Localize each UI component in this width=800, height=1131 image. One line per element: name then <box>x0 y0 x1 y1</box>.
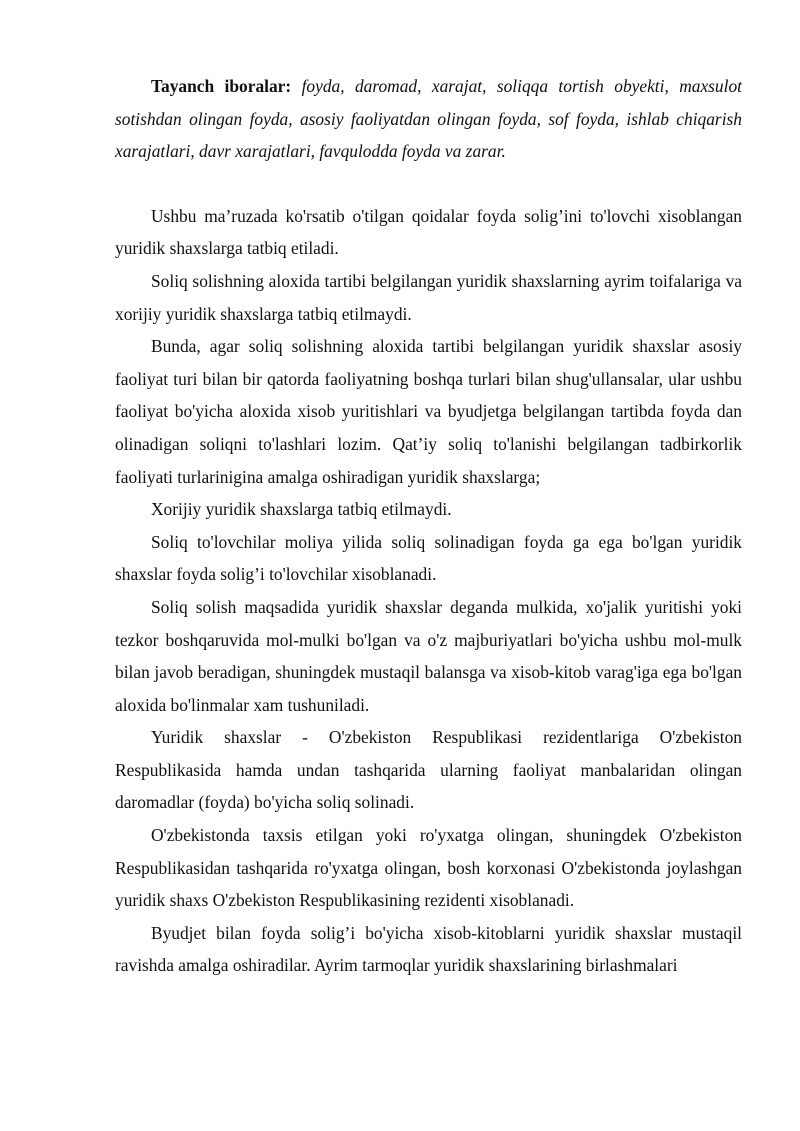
body-paragraph: Xorijiy yuridik shaxslarga tatbiq etilmaydi. <box>151 499 452 520</box>
keywords-lead: Tayanch iboralar: <box>151 76 292 96</box>
document-page <box>115 70 742 982</box>
body-paragraph: Yuridik shaxslar - O'zbekiston Respublikasi rezidentlariga O'zbekiston Respublikasida hamda undan tashqarida ularning faoliyat manbalaridan olingan daromadlar (foyda) bo'yicha soliq solinadi. <box>115 727 742 813</box>
body-paragraph: Bunda, agar soliq solishning aloxida tartibi belgilangan yuridik shaxslar asosiy faoliyat turi bilan bir qatorda faoliyatning boshqa turlari bilan shug'ullansalar, ular ushbu faoliyat bo'yicha aloxida xisob yuritishlari va byudjetga belgilangan tartibda foyda dan olinadigan soliqni to'lashlari lozim. Qat’iy soliq to'lanishi belgilangan tadbirkorlik faoliyati turlarinigina amalga oshiradigan yuridik shaxslarga; <box>115 336 742 487</box>
keywords-terms: foyda, daromad, xarajat, soliqqa tortish obyekti, maxsulot sotishdan olingan foyda, asosiy faoliyatdan olingan foyda, sof foyda, ishlab chiqarish xarajatlari, davr xarajatlari, favqulodda foyda va zarar. <box>115 76 742 162</box>
body-paragraph: Soliq to'lovchilar moliya yilida soliq solinadigan foyda ga ega bo'lgan yuridik shaxslar foyda solig’i to'lovchilar xisoblanadi. <box>115 531 742 585</box>
body-paragraph: O'zbekistonda taxsis etilgan yoki ro'yxatga olingan, shuningdek O'zbekiston Respublikasidan tashqarida ro'yxatga olingan, bosh korxonasi O'zbekistonda joylashgan yuridik shaxs O'zbekiston Respublikasining rezidenti xisoblanadi. <box>115 825 742 911</box>
keywords-paragraph <box>115 70 742 168</box>
body-paragraph: Soliq solishning aloxida tartibi belgilangan yuridik shaxslarning ayrim toifalariga va xorijiy yuridik shaxslarga tatbiq etilmaydi. <box>115 270 742 324</box>
body-paragraph: Ushbu ma’ruzada ko'rsatib o'tilgan qoidalar foyda solig’ini to'lovchi xisoblangan yuridik shaxslarga tatbiq etiladi. <box>115 205 742 259</box>
body-paragraph: Byudjet bilan foyda solig’i bo'yicha xisob-kitoblarni yuridik shaxslar mustaqil ravishda amalga oshiradilar. Ayrim tarmoqlar yuridik shaxslarining birlashmalari <box>115 922 742 976</box>
section-spacer <box>115 168 742 200</box>
body-paragraph: Soliq solish maqsadida yuridik shaxslar deganda mulkida, xo'jalik yuritishi yoki tezkor boshqaruvida mol-mulki bo'lgan va o'z majburiyatlari bo'yicha ushbu mol-mulk bilan javob beradigan, shuningdek mustaqil balansga va xisob-kitob varag'iga ega bo'lgan aloxida bo'linmalar xam tushuniladi. <box>115 596 742 715</box>
